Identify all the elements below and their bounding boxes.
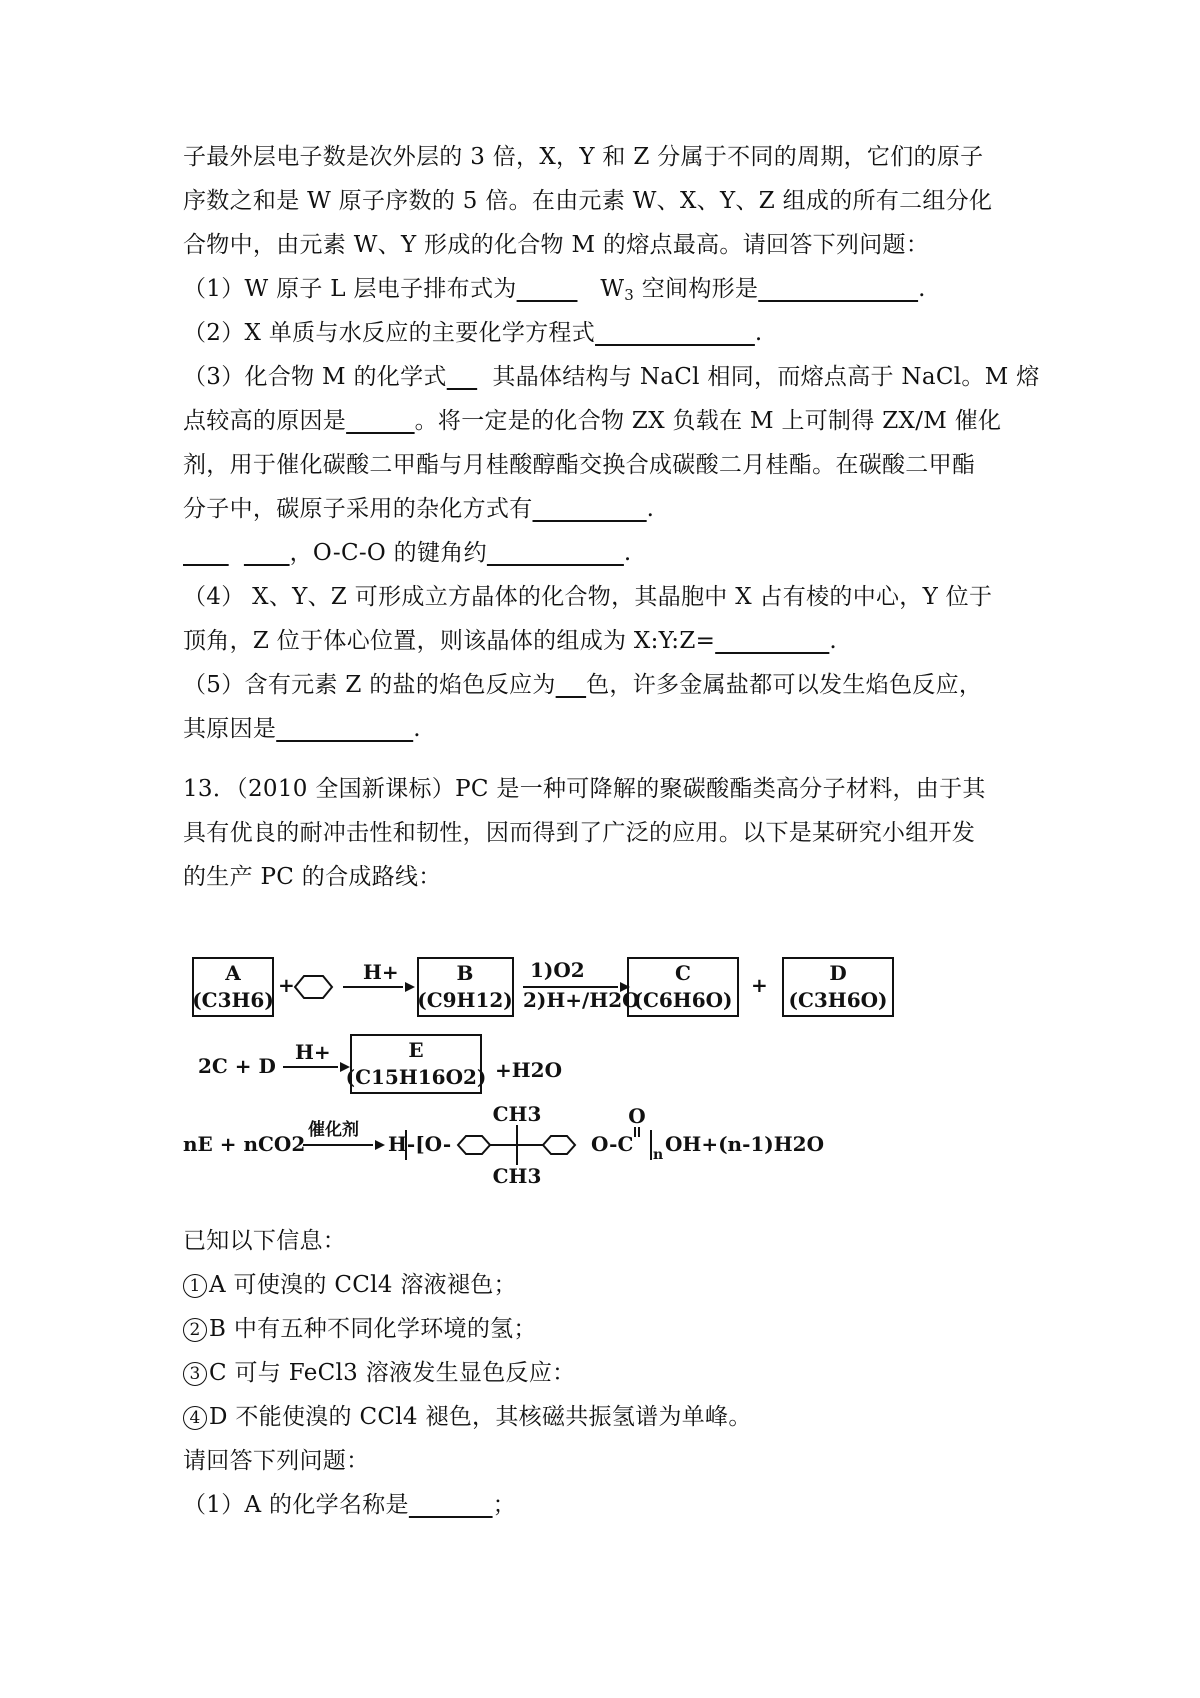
circled-number: 1	[183, 1274, 207, 1298]
row3-reactants: nE + nCO2	[183, 1132, 306, 1156]
info-item-4	[183, 1402, 752, 1432]
qa-end: ；	[492, 1492, 516, 1518]
info-item-2	[183, 1314, 537, 1344]
benzene-ring	[295, 976, 332, 998]
row2-reactants: 2C + D	[198, 1054, 276, 1078]
label-a: A	[225, 961, 241, 985]
answer-blank	[276, 716, 413, 742]
q1-text: （1）W 原子 L 层电子排布式为	[183, 276, 517, 302]
plus-sign: +	[751, 973, 768, 997]
q1-formula-sub: 3	[624, 286, 635, 304]
q5-text: （5）含有元素 Z 的盐的焰色反应为	[183, 672, 556, 698]
q3-text-3: 点较高的原因是	[183, 408, 347, 434]
q3-text-6: 分子中，碳原子采用的杂化方式有	[183, 496, 533, 522]
label-e: E	[408, 1038, 424, 1062]
answer-blank	[487, 540, 624, 566]
repeat-n: n	[653, 1147, 664, 1163]
info-item-3	[183, 1358, 575, 1388]
polymer-carbonate: O-C	[591, 1132, 634, 1156]
paragraph-line: 请回答下列问题：	[183, 1448, 370, 1474]
answer-blank	[595, 320, 755, 346]
q5-text-2: 色，许多金属盐都可以发生焰色反应，	[586, 672, 983, 698]
question-3	[183, 362, 1039, 392]
circled-number: 2	[183, 1318, 207, 1342]
label-c: C	[675, 961, 691, 985]
q2-text: （2）X 单质与水反应的主要化学方程式	[183, 320, 596, 346]
q3-text: （3）化合物 M 的化学式	[183, 364, 447, 390]
polymer-start: H-[O-	[388, 1132, 452, 1156]
synthesis-scheme	[183, 955, 963, 1195]
answer-blank	[409, 1492, 493, 1518]
info-item-1	[183, 1270, 517, 1300]
question-1: （1）W 原子 L 层电子排布式为 $W_3$ 空间构形是 .	[183, 276, 926, 304]
q4-text-2: 顶角，Z 位于体心位置，则该晶体的组成为 X:Y:Z=	[183, 628, 716, 654]
arrowhead	[405, 982, 415, 992]
info-text: B 中有五种不同化学环境的氢；	[209, 1316, 537, 1342]
answer-blank	[346, 408, 415, 434]
answer-blank	[556, 672, 586, 698]
circled-number: 3	[183, 1362, 207, 1386]
info-text: D 不能使溴的 CCl4 褪色，其核磁共振氢谱为单峰。	[209, 1404, 752, 1430]
formula-a: (C3H6)	[192, 988, 274, 1012]
reagent-step-1: 1)O2	[530, 958, 585, 982]
paragraph-line: 合物中，由元素 W、Y 形成的化合物 M 的熔点最高。请回答下列问题：	[183, 232, 930, 258]
circled-number: 4	[183, 1406, 207, 1430]
q3-text-7: ，O-C-O 的键角约	[289, 540, 487, 566]
question-3-line-2	[183, 406, 1001, 436]
carbonyl-oxygen: O	[628, 1104, 646, 1128]
q3-text-4: 。将一定是的化合物 ZX 负载在 M 上可制得 ZX/M 催化	[414, 408, 1002, 434]
paragraph-line: 具有优良的耐冲击性和韧性，因而得到了广泛的应用。以下是某研究小组开发	[183, 820, 976, 846]
polymer-end: OH+(n-1)H2O	[665, 1132, 824, 1156]
formula-c: (C6H6O)	[633, 988, 733, 1012]
answer-blank	[517, 276, 578, 302]
methyl-bottom: CH3	[492, 1164, 542, 1188]
paragraph-line: 的生产 PC 的合成路线：	[183, 864, 442, 890]
question-5-line-2: 其原因是 .	[183, 716, 421, 742]
paragraph-line: 剂，用于催化碳酸二甲酯与月桂酸醇酯交换合成碳酸二月桂酯。在碳酸二甲酯	[183, 452, 976, 478]
methyl-top: CH3	[492, 1102, 542, 1126]
answer-blank	[533, 496, 647, 522]
reagent-h-plus: H+	[363, 960, 399, 984]
paragraph-line: （4） X、Y、Z 可形成立方晶体的化合物，其晶胞中 X 占有棱的中心，Y 位于	[183, 584, 993, 610]
q5-text-3: 其原因是	[183, 716, 277, 742]
formula-b: (C9H12)	[417, 988, 513, 1012]
formula-d: (C3H6O)	[788, 988, 888, 1012]
label-b: B	[456, 961, 474, 985]
question-3-line-5: ，O-C-O 的键角约 .	[183, 538, 632, 568]
answer-blank	[244, 540, 290, 566]
q1-formula: W	[600, 276, 625, 302]
row2-byproduct: +H2O	[495, 1058, 562, 1082]
paragraph-line: 子最外层电子数是次外层的 3 倍，X，Y 和 Z 分属于不同的周期，它们的原子	[183, 144, 984, 170]
question-4-line-2: 顶角，Z 位于体心位置，则该晶体的组成为 X:Y:Z= .	[183, 628, 837, 654]
q3-text-2: 其晶体结构与 NaCl 相同，而熔点高于 NaCl。M 熔	[492, 364, 1040, 390]
question-5	[183, 670, 982, 700]
benzene-ring	[458, 1136, 490, 1154]
info-text: A 可使溴的 CCl4 溶液褪色；	[209, 1272, 517, 1298]
label-d: D	[829, 961, 847, 985]
paragraph-line: 13．（2010 全国新课标）PC 是一种可降解的聚碳酸酯类高分子材料，由于其	[183, 776, 986, 802]
reagent-h-plus-2: H+	[295, 1040, 331, 1064]
answer-blank	[183, 540, 229, 566]
question-a-name	[183, 1490, 516, 1520]
arrowhead	[375, 1140, 385, 1150]
benzene-ring	[543, 1136, 575, 1154]
formula-e: (C15H16O2)	[345, 1065, 487, 1089]
question-3-line-4: 分子中，碳原子采用的杂化方式有 .	[183, 496, 655, 522]
plus-sign: +	[278, 973, 295, 997]
info-text: C 可与 FeCl3 溶液发生显色反应：	[209, 1360, 576, 1386]
q1-text-2: 空间构形是	[641, 276, 759, 302]
question-2: （2）X 单质与水反应的主要化学方程式 .	[183, 320, 763, 346]
answer-blank	[758, 276, 918, 302]
answer-blank	[447, 364, 477, 390]
reagent-step-2: 2)H+/H2O	[523, 988, 640, 1012]
reagent-catalyst: 催化剂	[308, 1120, 359, 1140]
paragraph-line: 已知以下信息：	[183, 1228, 347, 1254]
qa-text: （1）A 的化学名称是	[183, 1492, 409, 1518]
answer-blank	[715, 628, 829, 654]
paragraph-line: 序数之和是 W 原子序数的 5 倍。在由元素 W、X、Y、Z 组成的所有二组分化	[183, 188, 993, 214]
